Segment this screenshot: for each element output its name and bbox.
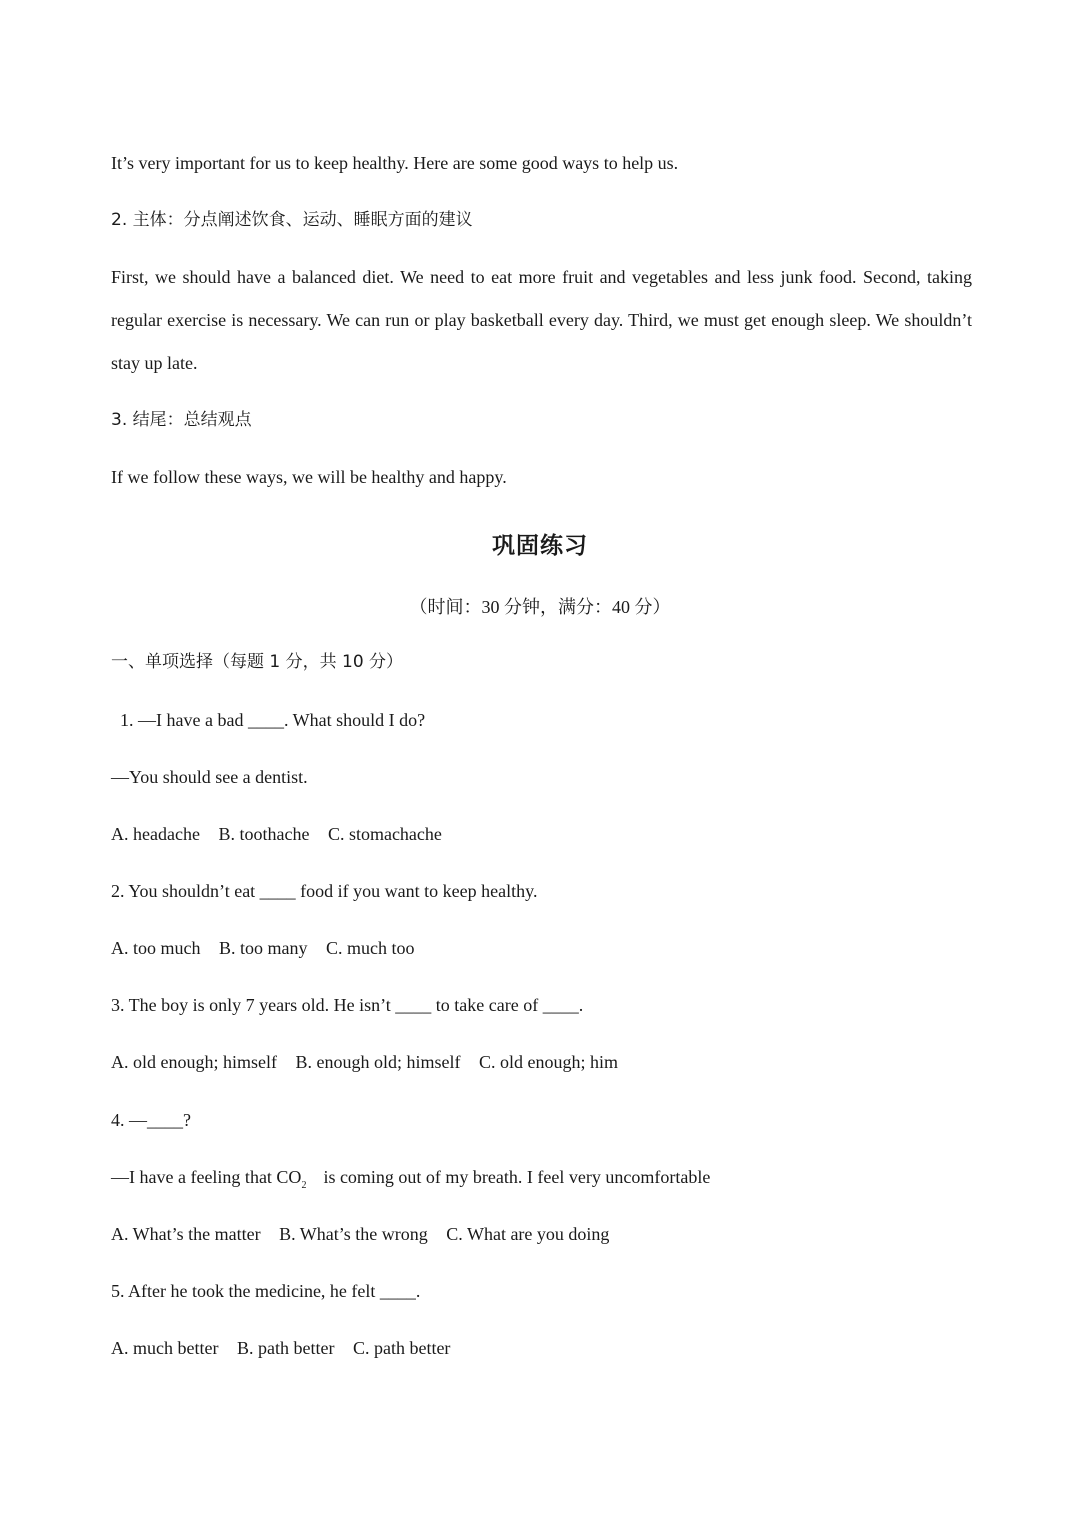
question-5-stem: 5. After he took the medicine, he felt ____. [111,1281,421,1301]
option-a[interactable]: A. headache [111,824,200,844]
intro-sentence: It’s very important for us to keep healthy. Here are some good ways to help us. [111,153,679,173]
part-one-title: 一、单项选择（每题 1 分，共 10 分） [111,652,404,672]
practice-title: 巩固练习 [492,533,588,559]
question-5-options [111,1336,450,1360]
option-a[interactable]: A. old enough; himself [111,1052,277,1072]
section-body-label: 2. 主体：分点阐述饮食、运动、睡眠方面的建议 [111,210,473,230]
option-a[interactable]: A. too much [111,938,201,958]
option-b[interactable]: B. enough old; himself [295,1052,461,1072]
option-b[interactable]: B. What’s the wrong [279,1224,428,1244]
option-c[interactable]: C. stomachache [327,824,442,844]
question-3-stem: 3. The boy is only 7 years old. He isn’t ____ to take care of ____. [111,995,584,1015]
question-4-reply [111,1165,710,1198]
option-a[interactable]: A. What’s the matter [111,1224,261,1244]
question-1-options [111,822,442,846]
option-c[interactable]: C. path better [352,1338,451,1358]
reply-text-after: is coming out of my breath. I feel very uncomfortable [323,1167,711,1187]
reply-text-before: —I have a feeling that CO [111,1167,302,1187]
section-end-label: 3. 结尾：总结观点 [111,410,252,430]
question-1-reply: —You should see a dentist. [111,767,308,787]
question-4-stem: 4. —____? [111,1110,191,1130]
question-4-options [111,1222,609,1246]
question-2-stem: 2. You shouldn’t eat ____ food if you want to keep healthy. [111,881,538,901]
subscript-two: 2 [301,1180,307,1191]
option-c[interactable]: C. much too [326,938,415,958]
option-a[interactable]: A. much better [111,1338,219,1358]
option-b[interactable]: B. toothache [218,824,310,844]
option-b[interactable]: B. path better [236,1338,335,1358]
option-b[interactable]: B. too many [219,938,308,958]
option-c[interactable]: C. What are you doing [446,1224,610,1244]
closing-sentence: If we follow these ways, we will be healthy and happy. [111,467,507,487]
question-3-options [111,1050,618,1074]
body-paragraph: First, we should have a balanced diet. We need to eat more fruit and vegetables and less junk food. Second, taking regular exercise is necessary. We can run or play basketball every day. Third, we must get enough sleep. We shouldn’t stay up late. [111,267,972,373]
question-1-stem: 1. —I have a bad ____. What should I do? [120,710,426,730]
option-c[interactable]: C. old enough; him [478,1052,618,1072]
practice-info: （时间：30 分钟，满分：40 分） [409,597,671,617]
question-2-options [111,936,415,960]
